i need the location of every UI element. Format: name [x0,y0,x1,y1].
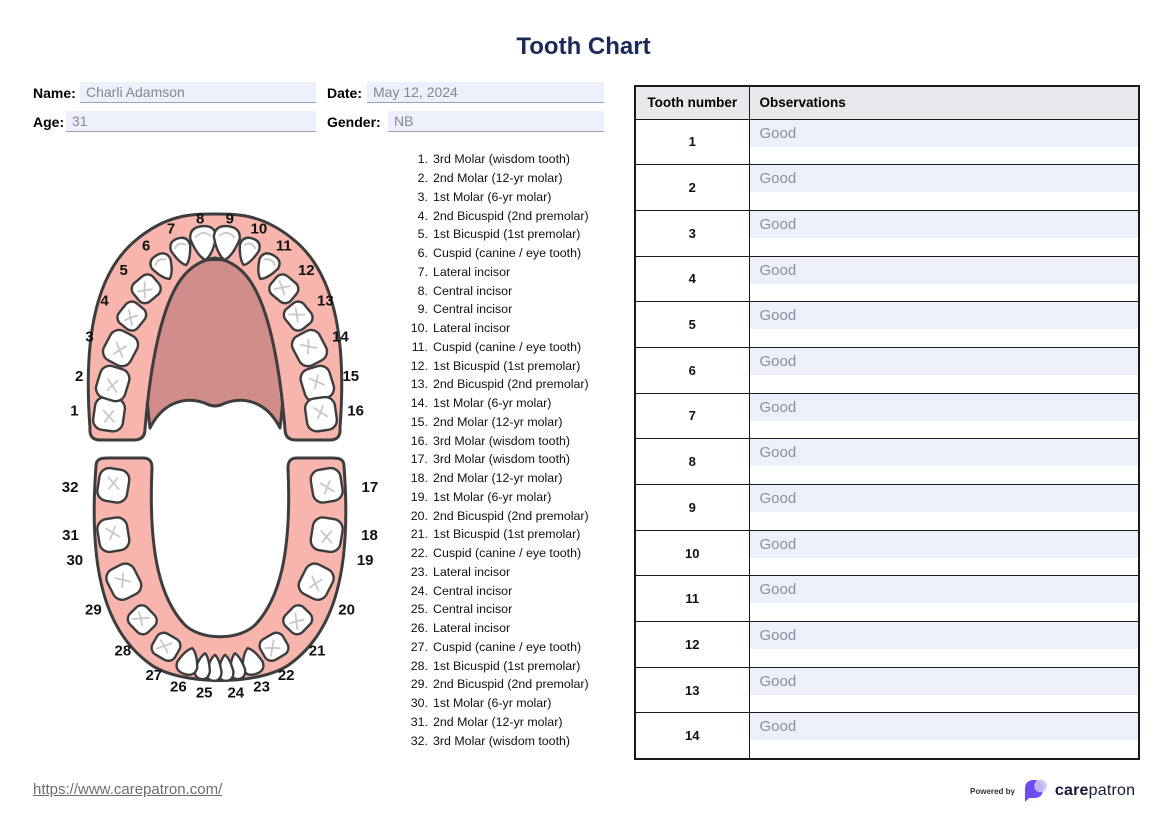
tooth-name-list [400,150,635,750]
carepatron-logo-icon [1021,777,1049,805]
tooth-list-item [400,731,635,750]
observation-field[interactable]: Good [750,165,1139,192]
tooth-list-number: 3. [417,189,428,204]
tooth-list-number: 28. [410,658,428,673]
tooth-list-number: 27. [410,639,428,654]
table-row [635,119,1139,165]
powered-by-badge [970,776,1135,806]
tooth-number-label: 11 [275,237,292,255]
tooth-number-label: 9 [225,210,234,228]
tooth-list-number: 12. [410,358,428,373]
tooth-number-label: 12 [297,261,315,279]
observation-field[interactable]: Good [750,348,1139,375]
tooth-list-item [400,356,635,375]
tooth-number-label: 30 [66,552,84,570]
tooth-list-name: Central incisor [433,302,513,317]
table-row [635,210,1139,256]
brand-name [1055,782,1135,800]
tooth-list-name: Central incisor [433,602,513,617]
page-title: Tooth Chart [516,33,651,60]
tooth-list-item [400,694,635,713]
tooth-number-label: 23 [253,678,270,696]
observation-field[interactable]: Good [750,531,1139,558]
tooth-list-item [400,394,635,413]
tooth-list-number: 17. [410,452,428,467]
observation-field[interactable]: Good [750,668,1139,695]
tooth-list-name: Central incisor [433,583,513,598]
tooth-list-number: 2. [417,171,428,186]
tooth-list-item [400,488,635,507]
tooth-list-number: 18. [410,471,428,486]
tooth-list-name: 2nd Molar (12-yr molar) [433,714,563,729]
name-value: Charli Adamson [86,84,185,100]
date-label: Date: [327,85,363,101]
table-row [635,530,1139,576]
tooth-list-name: 1st Molar (6-yr molar) [433,696,552,711]
tooth-number-cell: 7 [635,393,749,439]
tooth-list-name: Lateral incisor [433,321,511,336]
lower-arch-diagram [60,452,380,722]
tooth-number-cell: 1 [635,119,749,165]
tooth-list-item [400,169,635,188]
observation-field[interactable]: Good [750,394,1139,421]
tooth-list-item [400,563,635,582]
tooth-list-item [400,300,635,319]
tooth-list-name: Cuspid (canine / eye tooth) [433,246,582,261]
tooth-shape [309,467,344,504]
tooth-number-cell: 9 [635,485,749,531]
tooth-number-label: 24 [227,684,245,702]
tooth-list-item [400,206,635,225]
tooth-list-name: 1st Bicuspid (1st premolar) [433,227,581,242]
tooth-list-item [400,656,635,675]
upper-arch-svg [60,198,370,448]
tooth-number-cell: 6 [635,347,749,393]
tooth-list-item [400,413,635,432]
tooth-number-label: 26 [170,678,187,696]
tooth-number-cell: 2 [635,165,749,211]
observation-field[interactable]: Good [750,257,1139,284]
powered-by-text: Powered by [970,786,1015,796]
tooth-list-item [400,281,635,300]
tooth-list-item [400,431,635,450]
upper-arch-diagram [60,198,370,448]
tooth-list-name: Cuspid (canine / eye tooth) [433,639,582,654]
tooth-number-label: 22 [277,666,295,684]
tooth-list-name: Central incisor [433,283,513,298]
observation-field[interactable]: Good [750,485,1139,512]
age-label: Age: [33,114,65,130]
table-row [635,347,1139,393]
tooth-list-name: 1st Molar (6-yr molar) [433,189,552,204]
name-input[interactable] [80,82,316,103]
tooth-list-number: 9. [417,302,428,317]
tooth-number-label: 31 [62,527,79,545]
tooth-shape [96,516,131,553]
tooth-number-label: 17 [361,479,379,497]
tooth-list-item [400,506,635,525]
tooth-number-label: 7 [166,220,176,238]
tooth-list-item [400,600,635,619]
tooth-shape [96,467,131,504]
age-value: 31 [72,113,88,129]
tooth-number-label: 18 [361,527,378,545]
tooth-number-cell: 13 [635,667,749,713]
observation-field[interactable]: Good [750,302,1139,329]
tooth-number-label: 20 [338,601,355,619]
tooth-number-label: 29 [85,601,102,619]
tooth-list-item [400,319,635,338]
tooth-list-number: 7. [417,264,428,279]
tooth-shape [304,396,338,433]
tooth-number-label: 16 [347,402,364,420]
date-value: May 12, 2024 [373,84,458,100]
tooth-list-number: 32. [410,733,428,748]
tooth-list-item [400,469,635,488]
observation-field[interactable]: Good [750,713,1139,740]
tooth-list-name: 2nd Molar (12-yr molar) [433,471,563,486]
tooth-list-item [400,675,635,694]
tooth-list-number: 30. [410,696,428,711]
observation-field[interactable]: Good [750,120,1139,147]
tooth-list-number: 14. [410,396,428,411]
tooth-number-label: 5 [119,261,128,279]
tooth-number-label: 1 [70,402,79,420]
tooth-number-label: 8 [196,210,205,228]
observation-field[interactable]: Good [750,622,1139,649]
table-row [635,485,1139,531]
tooth-list-number: 26. [410,621,428,636]
tooth-number-cell: 8 [635,439,749,485]
tooth-list-name: 3rd Molar (wisdom tooth) [433,433,571,448]
tooth-number-header: Tooth number [635,86,749,119]
tooth-number-cell: 3 [635,210,749,256]
tooth-list-name: 1st Bicuspid (1st premolar) [433,527,581,542]
tooth-list-number: 1. [417,152,428,167]
brand-patron: patron [1088,782,1136,799]
tooth-list-number: 10. [410,321,428,336]
tooth-number-cell: 10 [635,530,749,576]
table-row [635,393,1139,439]
tooth-list-name: 3rd Molar (wisdom tooth) [433,152,571,167]
table-row [635,576,1139,622]
tooth-number-label: 13 [317,292,334,310]
tooth-number-label: 15 [342,368,360,385]
tooth-list-item [400,338,635,357]
tooth-list-name: 1st Molar (6-yr molar) [433,489,552,504]
table-header-row [635,86,1139,119]
footer-link[interactable]: https://www.carepatron.com/ [33,781,223,798]
observation-field[interactable]: Good [750,211,1139,238]
tooth-list-name: Lateral incisor [433,264,511,279]
tooth-list-name: 1st Molar (6-yr molar) [433,396,552,411]
tooth-list-item [400,244,635,263]
tooth-list-item [400,619,635,638]
gender-input[interactable] [388,111,604,132]
tooth-number-label: 27 [145,666,163,684]
table-row [635,667,1139,713]
tooth-list-item [400,375,635,394]
tooth-list-name: 2nd Bicuspid (2nd premolar) [433,677,589,692]
tooth-list-number: 24. [410,583,428,598]
tooth-list-number: 20. [410,508,428,523]
table-row [635,622,1139,668]
tooth-list-number: 15. [410,414,428,429]
tooth-list-number: 16. [410,433,428,448]
tooth-list-name: 2nd Bicuspid (2nd premolar) [433,377,589,392]
tooth-number-cell: 4 [635,256,749,302]
tooth-list-item [400,638,635,657]
tooth-list-name: 3rd Molar (wisdom tooth) [433,733,571,748]
gender-value: NB [394,113,414,129]
tooth-list-name: 1st Bicuspid (1st premolar) [433,658,581,673]
tooth-number-label: 4 [100,292,109,310]
tooth-list-item [400,450,635,469]
tooth-shape [92,396,126,433]
brand-care: care [1054,782,1089,799]
tooth-list-item [400,150,635,169]
tooth-list-number: 4. [417,208,428,223]
tooth-list-name: 1st Bicuspid (1st premolar) [433,358,581,373]
tooth-list-name: Lateral incisor [433,621,511,636]
tooth-list-number: 25. [410,602,428,617]
age-input[interactable] [66,111,316,132]
tooth-list-name: 2nd Molar (12-yr molar) [433,171,563,186]
tooth-number-label: 10 [250,220,268,238]
tooth-list-name: 2nd Bicuspid (2nd premolar) [433,208,589,223]
tooth-list-name: 3rd Molar (wisdom tooth) [433,452,571,467]
tooth-list-name: Lateral incisor [433,564,511,579]
tooth-shape [309,516,344,553]
name-label: Name: [33,85,76,101]
tooth-number-label: 19 [356,552,374,570]
tooth-list-number: 22. [410,546,428,561]
tooth-list-number: 29. [410,677,428,692]
table-row [635,302,1139,348]
tooth-list-name: Cuspid (canine / eye tooth) [433,339,582,354]
tooth-list-number: 5. [417,227,428,242]
tooth-list-number: 19. [410,489,428,504]
tooth-list-number: 21. [410,527,428,542]
tooth-number-label: 6 [142,237,151,255]
observation-field[interactable]: Good [750,439,1139,466]
observations-table [634,85,1140,760]
gender-label: Gender: [327,114,381,130]
tooth-number-label: 21 [308,642,326,660]
table-row [635,256,1139,302]
tooth-list-item [400,581,635,600]
lower-arch-svg [60,452,380,722]
tooth-list-number: 8. [417,283,428,298]
tooth-list-name: 2nd Bicuspid (2nd premolar) [433,508,589,523]
tooth-number-cell: 14 [635,713,749,759]
table-row [635,165,1139,211]
observations-header: Observations [749,86,1139,119]
tooth-list-number: 13. [410,377,428,392]
tooth-number-label: 28 [114,642,132,660]
tooth-number-label: 25 [195,684,213,702]
tooth-list-item [400,188,635,207]
tooth-number-cell: 11 [635,576,749,622]
tooth-number-label: 14 [332,328,349,346]
tooth-list-number: 23. [410,564,428,579]
tooth-list-number: 6. [417,246,428,261]
tooth-list-item [400,525,635,544]
tooth-list-number: 31. [410,714,428,729]
tooth-list-item [400,225,635,244]
table-row [635,713,1139,759]
observation-field[interactable]: Good [750,576,1139,603]
table-row [635,439,1139,485]
tooth-number-cell: 5 [635,302,749,348]
tooth-list-item [400,713,635,732]
tooth-number-label: 2 [75,368,84,385]
tooth-number-cell: 12 [635,622,749,668]
tooth-list-name: 2nd Molar (12-yr molar) [433,414,563,429]
tooth-list-number: 11. [411,339,428,354]
tooth-number-label: 3 [85,328,94,346]
tooth-list-name: Cuspid (canine / eye tooth) [433,546,582,561]
date-input[interactable] [367,82,604,103]
tooth-number-label: 32 [61,479,79,497]
tooth-list-item [400,544,635,563]
tooth-list-item [400,263,635,282]
